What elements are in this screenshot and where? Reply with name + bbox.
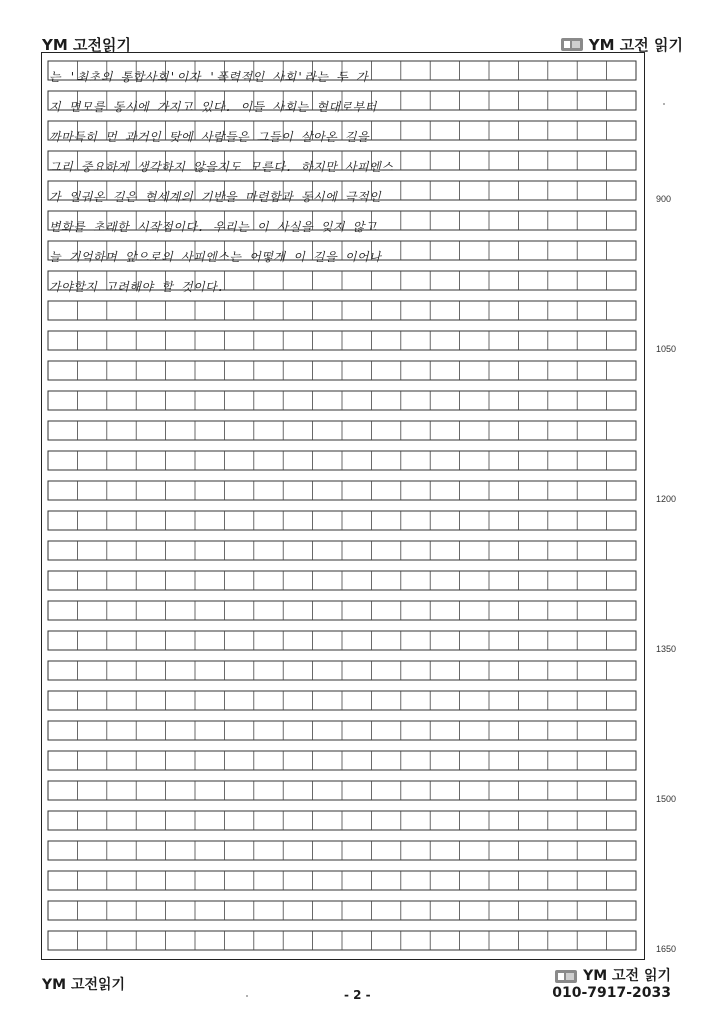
- manuscript-line-4: 그리 중요하게 생각하지 않을지도 모른다. 하지만 사피엔스: [49, 160, 394, 174]
- grid-row: [48, 391, 636, 410]
- grid-row: [48, 661, 636, 680]
- grid-row: [48, 511, 636, 530]
- manuscript-line-8: 가야할지 고려해야 할 것이다.: [49, 280, 226, 294]
- grid-row: [48, 601, 636, 620]
- footer-right-title: YM 고전 읽기: [583, 968, 671, 984]
- count-marker-1350: 1350: [656, 644, 677, 654]
- manuscript-line-6: 변화를 초래한 시작점이다. 우리는 이 사실을 잊지 않고: [49, 220, 377, 234]
- manuscript-line-1: 는 '최초의 통합사회'이자 '폭력적인 사회'라는 두 가: [49, 70, 369, 84]
- page-number: - 2 -: [344, 988, 371, 1002]
- ym-logo-icon: [555, 970, 577, 983]
- grid-row: [48, 871, 636, 890]
- manuscript-line-2: 지 면모를 동시에 가지고 있다. 이들 사회는 현대로부터: [49, 100, 377, 114]
- grid-row: [48, 301, 636, 320]
- footer-left-title: YM 고전읽기: [42, 977, 126, 993]
- grid-row: [48, 901, 636, 920]
- grid-row: [48, 751, 636, 770]
- grid-row: [48, 571, 636, 590]
- count-marker-1500: 1500: [656, 794, 677, 804]
- count-marker-1200: 1200: [656, 494, 677, 504]
- grid-row: [48, 811, 636, 830]
- manuscript-line-3: 까마득히 먼 과거인 탓에 사람들은 그들이 살아온 길을: [49, 130, 370, 144]
- scan-dot: [246, 995, 248, 997]
- grid-row: [48, 631, 636, 650]
- grid-row: [48, 721, 636, 740]
- grid-row: [48, 451, 636, 470]
- grid-row: [48, 781, 636, 800]
- grid-row: [48, 931, 636, 950]
- grid-row: [48, 421, 636, 440]
- footer-phone: 010-7917-2033: [552, 985, 671, 1001]
- ym-logo-icon: [561, 38, 583, 51]
- count-marker-1050: 1050: [656, 344, 677, 354]
- count-marker-1650: 1650: [656, 944, 677, 954]
- manuscript-line-5: 가 일궈온 길은 현세계의 기반을 마련함과 동시에 극적인: [49, 190, 382, 204]
- grid-row: [48, 841, 636, 860]
- grid-row: [48, 361, 636, 380]
- scan-dot: [663, 103, 665, 105]
- grid-row: [48, 331, 636, 350]
- count-marker-900: 900: [656, 194, 672, 204]
- header-right-title: YM 고전 읽기: [588, 36, 683, 54]
- header-left-title: YM 고전읽기: [42, 36, 131, 54]
- grid-row: [48, 481, 636, 500]
- grid-row: [48, 541, 636, 560]
- grid-row: [48, 691, 636, 710]
- footer-right: [552, 968, 671, 1002]
- manuscript-line-7: 늘 기억하며 앞으로의 사피엔스는 어떻게 이 길을 이어나: [49, 250, 382, 264]
